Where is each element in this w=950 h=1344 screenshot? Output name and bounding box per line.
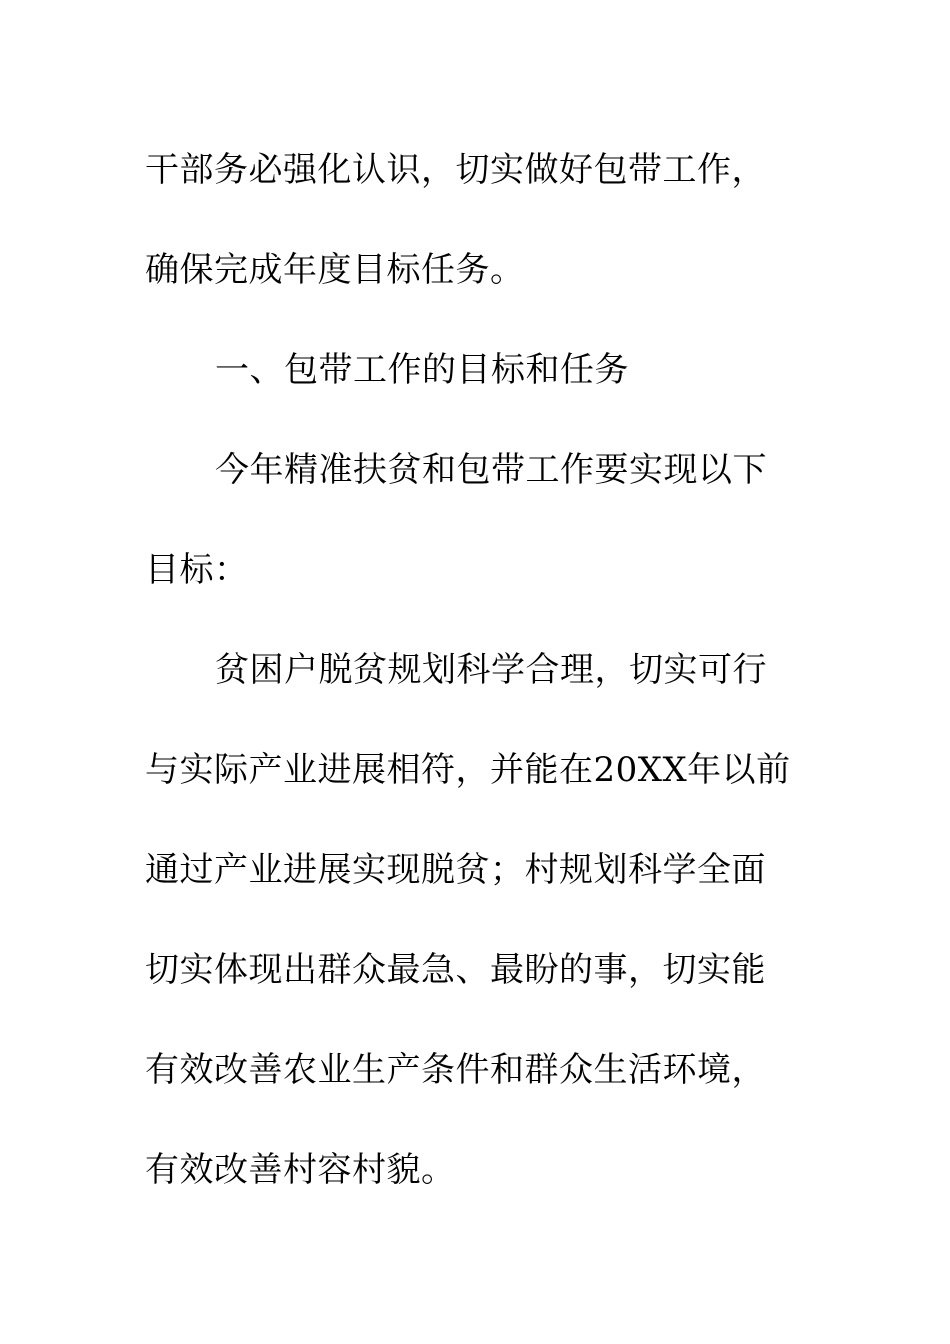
paragraph-line: 有效改善村容村貌。: [145, 1150, 456, 1190]
paragraph-line: 今年精准扶贫和包带工作要实现以下: [215, 450, 767, 490]
paragraph-line: 干部务必强化认识，切实做好包带工作，: [145, 150, 766, 190]
section-heading: 一、包带工作的目标和任务: [215, 350, 629, 390]
paragraph-line: 通过产业进展实现脱贫；村规划科学全面: [145, 850, 766, 890]
body-text: [145, 120, 815, 1220]
paragraph-line: 贫困户脱贫规划科学合理，切实可行: [215, 650, 767, 690]
paragraph-line: 有效改善农业生产条件和群众生活环境，: [145, 1050, 766, 1090]
paragraph-line: 目标：: [145, 550, 249, 590]
paragraph-line: 切实体现出群众最急、最盼的事，切实能: [145, 950, 766, 990]
paragraph-line: 确保完成年度目标任务。: [145, 250, 525, 290]
paragraph-line: 与实际产业进展相符，并能在20XX年以前: [145, 750, 791, 790]
